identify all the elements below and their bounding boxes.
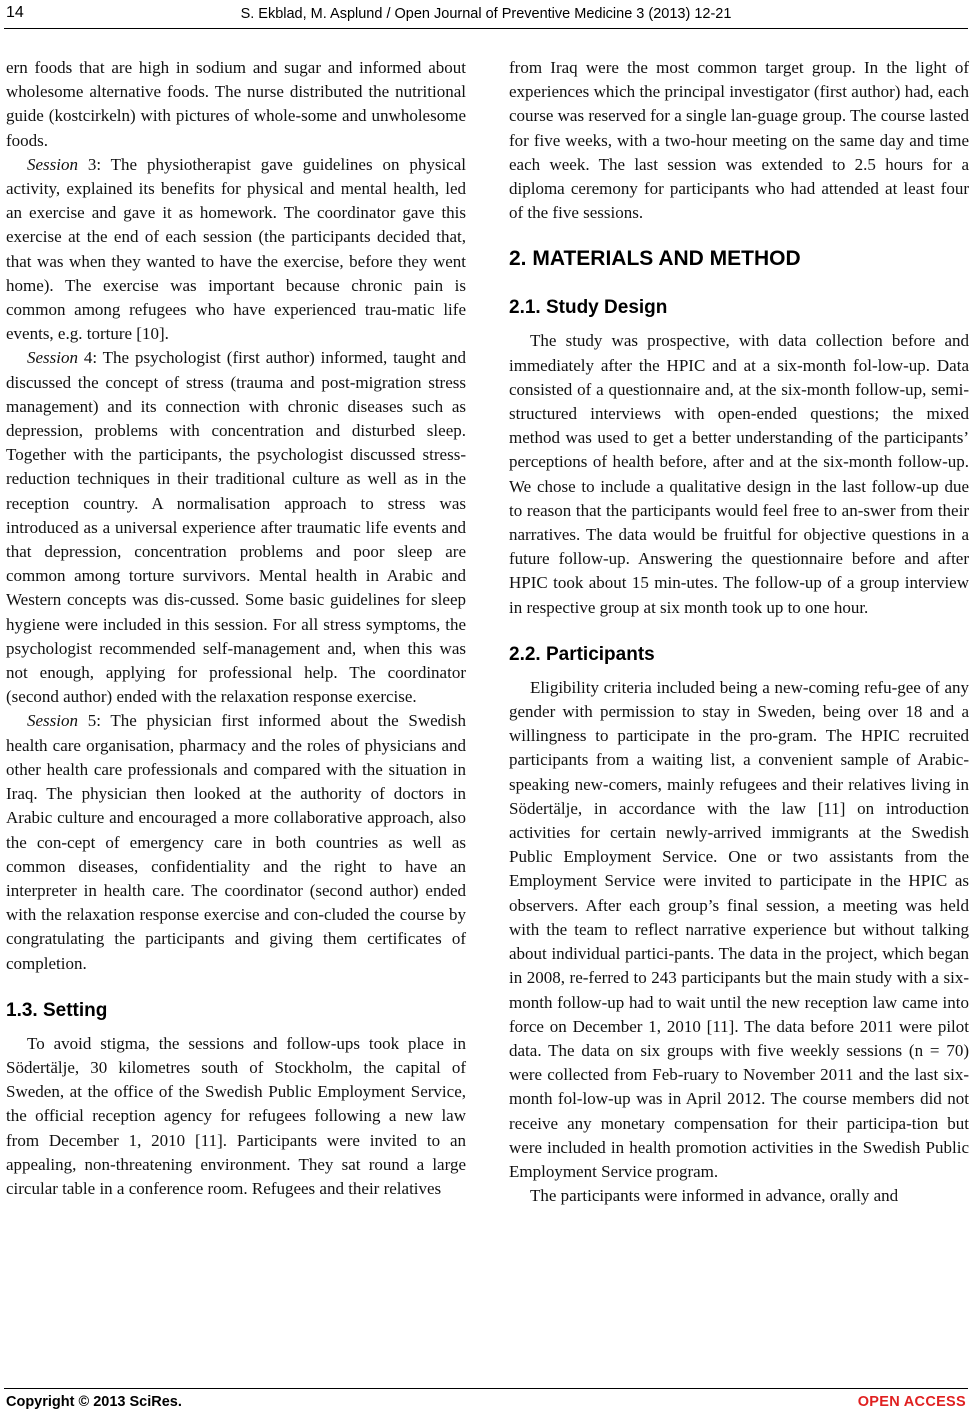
session-4-text: 4: The psychologist (first author) informed, taught and discussed the concept of stress (trauma and post-migration stress management) and its connection with chronic diseases such as depression, problems with concentration and disturbed sleep. Together with the participants, the psychologist discussed stress-reduction techniques in their traditional culture as well as in the reception country. A normalisation approach to stress was introduced as a universal experience after traumatic life events and that depression, concentration problems and poor sleep are common among torture survivors. Mental health in Arabic and Western concepts was dis-cussed. Some basic guidelines for sleep hygiene were included in this session. For all stress symptoms, the psychologist recommended self-management and, when this was not enough, applying for professional help. The coordinator (second author) ended with the relaxation response exercise. [6,348,466,707]
paragraph-participants: Eligibility criteria included being a new-coming refu-gee of any gender with permission to stay in Sweden, being over 18 and a willingness to participate in the pro-gram. The HPIC recruited participants from a waiting list, a convenient sample of Arabic-speaking new-comers, mainly refugees and their relatives living in Södertälje, in accordance with the law [11] on introduction activities for certain newly-arrived immigrants at the Swedish Public Employment Service. One or two assistants from the Employment Service were invited to participate in the HPIC as observers. After each group’s final session, a meeting was held with the team to reflect narrative experience but without talking about individual partici-pants. The data in the project, which began in 2008, re-ferred to 243 participants but the main study with a six-month follow-up had to wait until the new reception law came into force on December 1, 2010 [11]. The data before 2011 were pilot data. The data on six groups with five weekly sessions (n = 70) were collected from Feb-ruary to November 2011 and the last six-month fol-low-up was in April 2012. The course members did not receive any monetary compensation for their participa-tion but were included in health promotion activities in the Swedish Public Employment Service program. [509,677,969,1181]
right-column [509,56,969,1208]
page-footer [0,1392,972,1416]
paragraph-informed: The participants were informed in advance, orally and [530,1186,899,1206]
heading-participants: 2.2. Participants [509,643,655,665]
paragraph-session-4 [6,346,466,709]
session-5-text: 5: The physician first informed about the Swedish health care organisation, pharmacy and the roles of physicians and other health care professionals and compared with the situation in Iraq. The physician then looked at the authority of doctors in Arabic culture and encouraged a more collaborative approach, also the con-cept of emergency care in both countries as well as common diseases, confidentiality and the right to have an interpreter in health care. The coordinator (second author) ended with the relaxation response exercise and con-cluded the course by congratulating the participants and giving them certificates of completion. [6,711,466,973]
page-number: 14 [6,4,24,21]
paragraph-setting: To avoid stigma, the sessions and follow-ups took place in Södertälje, 30 kilometres south of Stockholm, the capital of Sweden, at the office of the Swedish Public Employment Service, the official reception agency for refugees following a new law from December 1, 2010 [11]. Participants were invited to an appealing, non-threatening environment. They sat round a large circular table in a conference room. Refugees and their relatives [6,1033,466,1198]
paragraph-setting-continued: from Iraq were the most common target group. In the light of experiences which the principal investigator (first author) had, each course was reserved for a single lan-guage group. The course lasted for five weeks, with a two-hour meeting on the same day and time each week. The last session was extended to 2.5 hours for a diploma ceremony for participants who had attended at least four of the five sessions. [509,58,969,223]
open-access-label: OPEN ACCESS [857,1394,966,1410]
session-label: Session [27,154,78,174]
paragraph-session-2-continued: ern foods that are high in sodium and sugar and informed about wholesome alternative foods. The nurse distributed the nutritional guide (kostcirkeln) with pictures of whole-some and unwholesome foods. [6,58,466,150]
header-rule [4,28,968,29]
footer-rule [4,1388,968,1389]
heading-study-design: 2.1. Study Design [509,297,668,319]
session-label: Session [27,348,78,368]
left-column [6,56,466,1201]
paragraph-session-3 [6,153,466,347]
session-3-text: 3: The physiotherapist gave guidelines on physical activity, explained its benefits for physical and mental health, led an exercise and gave it as homework. The coordinator gave this exercise at the end of each session (the participants decided that, that was when they wanted to have the exercise, before they went home). The exercise was important because chronic pain is common among refugees who have experienced trau-matic life events, e.g. torture [10]. [6,154,466,344]
page-header [0,4,972,28]
heading-materials-method: 2. MATERIALS AND METHOD [509,247,801,271]
copyright-notice: Copyright © 2013 SciRes. [6,1394,182,1410]
heading-setting: 1.3. Setting [6,999,108,1021]
paragraph-session-5 [6,709,466,975]
running-title: S. Ekblad, M. Asplund / Open Journal of Preventive Medicine 3 (2013) 12-21 [240,6,732,22]
paragraph-study-design: The study was prospective, with data collection before and immediately after the HPIC and at a six-month fol-low-up. Data consisted of a questionnaire and, at the six-month follow-up, semi-structured interviews with open-ended questions; the mixed method was used to get a better understanding of the participants’ perceptions of health before, after and at the six-month follow-up. We chose to include a qualitative design in the last follow-up due to reason that the participants would feel free to an-swer from their narratives. The data would be fruitful for objective questions in a future follow-up. Answering the questionnaire before and after HPIC took about 15 min-utes. The follow-up of a group interview in respective group at six month took up to one hour. [509,331,969,617]
session-label: Session [27,711,78,731]
